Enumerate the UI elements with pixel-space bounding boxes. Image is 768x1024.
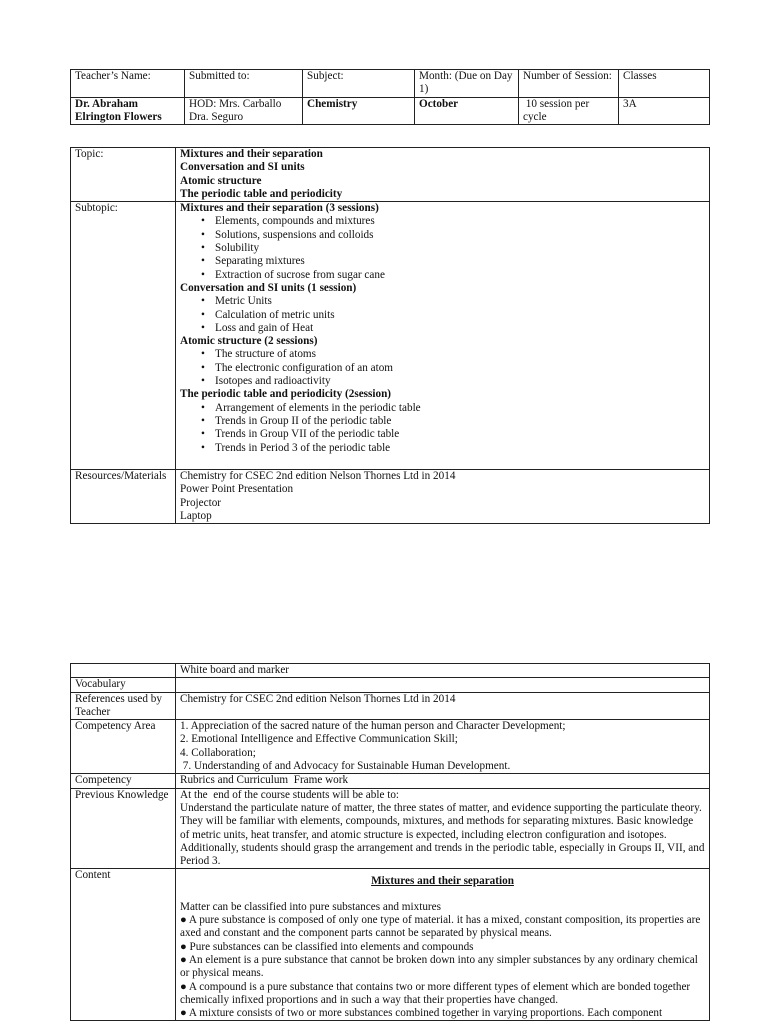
subtopic-item: • Solubility (215, 242, 705, 255)
subtopic-item: • The structure of atoms (215, 348, 705, 361)
subject-value: Chemistry (303, 97, 415, 125)
resource-item: Chemistry for CSEC 2nd edition Nelson Thornes Ltd in 2014 (180, 470, 456, 483)
vocabulary-label: Vocabulary (71, 678, 176, 692)
subtopic-item: • Loss and gain of Heat (215, 322, 705, 335)
previous-knowledge-label: Previous Knowledge (71, 788, 176, 869)
teacher-name-line: Elrington Flowers (75, 110, 162, 123)
subtopic-item: • Metric Units (215, 295, 705, 308)
vocabulary-value (176, 678, 710, 692)
topic-item: Mixtures and their separation (180, 148, 323, 160)
subtopic-row (71, 202, 710, 470)
subject-label: Subject: (303, 70, 415, 98)
references-value: Chemistry for CSEC 2nd edition Nelson Thornes Ltd in 2014 (176, 692, 710, 720)
content-value (176, 869, 710, 1021)
references-row (71, 692, 710, 720)
subtopic-item: • The electronic configuration of an atom (215, 362, 705, 375)
content-line: ● A mixture consists of two or more substances combined together in varying proportions. Each component (180, 1007, 663, 1020)
previous-knowledge-line: At the end of the course students will be able to: (180, 788, 400, 801)
month-label: Month: (Due on Day 1) (415, 70, 519, 98)
resources-list (176, 470, 710, 524)
topic-row (71, 148, 710, 202)
teacher-name-label: Teacher’s Name: (71, 70, 185, 98)
subtopic-group-title: Mixtures and their separation (3 sessions) (180, 202, 379, 215)
resources-label: Resources/Materials (71, 470, 176, 524)
month-value: October (415, 97, 519, 125)
competency-area-item: 1. Appreciation of the sacred nature of the human person and Character Development; (180, 720, 566, 733)
content-line: ● Pure substances can be classified into elements and compounds (180, 940, 474, 953)
competency-area-list (176, 720, 710, 774)
header-row (71, 70, 710, 98)
subtopic-group-title: Atomic structure (2 sessions) (180, 335, 318, 348)
submitted-to-value (185, 97, 303, 125)
content-line: Matter can be classified into pure substances and mixtures (180, 900, 441, 913)
content-heading: Mixtures and their separation (371, 875, 514, 888)
subtopic-item: • Extraction of sucrose from sugar cane (215, 269, 705, 282)
sessions-label: Number of Session: (519, 70, 619, 98)
subtopic-item: • Calculation of metric units (215, 309, 705, 322)
subtopic-item: • Trends in Group II of the periodic table (215, 415, 705, 428)
subtopic-group-title: Conversation and SI units (1 session) (180, 281, 357, 294)
subtopic-bullets (180, 295, 705, 335)
subtopic-item: • Arrangement of elements in the periodic table (215, 402, 705, 415)
value-row (71, 97, 710, 125)
content-line: ● A pure substance is composed of only one type of material. it has a mixed, constant composition, its properties are axed and constant and the component parts cannot be separated by physical means. (180, 914, 701, 940)
competency-label: Competency (71, 774, 176, 788)
previous-knowledge-value (176, 788, 710, 869)
subtopic-item: • Solutions, suspensions and colloids (215, 229, 705, 242)
subtopic-list (176, 202, 710, 470)
subtopic-item: • Separating mixtures (215, 255, 705, 268)
previous-knowledge-line: Understand the particulate nature of matter, the three states of matter, and evidence supporting the particulate theory. They will be familiar with elements, compounds, mixtures, and methods for separating mixtures. Basic knowledge of metric units, heat transfer, and atomic structure is expected, including electron configuration and isotopes. Additionally, students should grasp the arrangement and trends in the periodic table, especially in Groups II, VII, and Period 3. (180, 801, 705, 868)
sessions-value: 10 session per cycle (519, 97, 619, 125)
resource-item: Laptop (180, 510, 212, 523)
resource-item: Power Point Presentation (180, 483, 294, 496)
subtopic-bullets (180, 215, 705, 281)
teacher-name-line: Dr. Abraham (75, 97, 138, 110)
references-label: References used by Teacher (71, 692, 176, 720)
header-table (70, 69, 710, 125)
subtopic-label: Subtopic: (71, 202, 176, 470)
classes-label: Classes (619, 70, 710, 98)
empty-label (71, 664, 176, 678)
competency-area-item: 7. Understanding of and Advocacy for Sustainable Human Development. (180, 760, 511, 773)
subtopic-item: • Trends in Period 3 of the periodic table (215, 442, 705, 455)
resources-row (71, 470, 710, 524)
subtopic-group-title: The periodic table and periodicity (2session) (180, 388, 392, 401)
content-label: Content (71, 869, 176, 1021)
competency-area-label: Competency Area (71, 720, 176, 774)
topic-item: Atomic structure (180, 174, 262, 187)
submitted-to-label: Submitted to: (185, 70, 303, 98)
subtopic-bullets (180, 402, 705, 455)
details-table (70, 663, 710, 1021)
competency-area-item: 4. Collaboration; (180, 746, 256, 759)
competency-value: Rubrics and Curriculum Frame work (176, 774, 710, 788)
teacher-name-value (71, 97, 185, 125)
topic-list (176, 148, 710, 202)
subtopic-bullets (180, 348, 705, 388)
continued-resource-value: White board and marker (176, 664, 710, 678)
plan-table (70, 147, 710, 524)
previous-knowledge-row (71, 788, 710, 869)
competency-area-row (71, 720, 710, 774)
competency-row (71, 774, 710, 788)
topic-item: Conversation and SI units (180, 161, 305, 174)
subtopic-item: • Elements, compounds and mixtures (215, 215, 705, 228)
subtopic-item: • Isotopes and radioactivity (215, 375, 705, 388)
topic-label: Topic: (71, 148, 176, 202)
competency-area-item: 2. Emotional Intelligence and Effective Communication Skill; (180, 733, 458, 746)
classes-value: 3A (619, 97, 710, 125)
submitted-to-line: HOD: Mrs. Carballo (189, 97, 282, 110)
subtopic-item: • Trends in Group VII of the periodic table (215, 428, 705, 441)
resource-item: Projector (180, 496, 222, 509)
content-line: ● A compound is a pure substance that contains two or more different types of element which are bonded together chemically infixed proportions and in such a way that their properties have changed. (180, 980, 691, 1006)
topic-item: The periodic table and periodicity (180, 187, 343, 200)
content-row (71, 869, 710, 1021)
vocabulary-row (71, 678, 710, 692)
content-line: ● An element is a pure substance that cannot be broken down into any simpler substances by any ordinary chemical or physical means. (180, 953, 698, 980)
continued-resource-row (71, 664, 710, 678)
submitted-to-line: Dra. Seguro (189, 110, 244, 123)
